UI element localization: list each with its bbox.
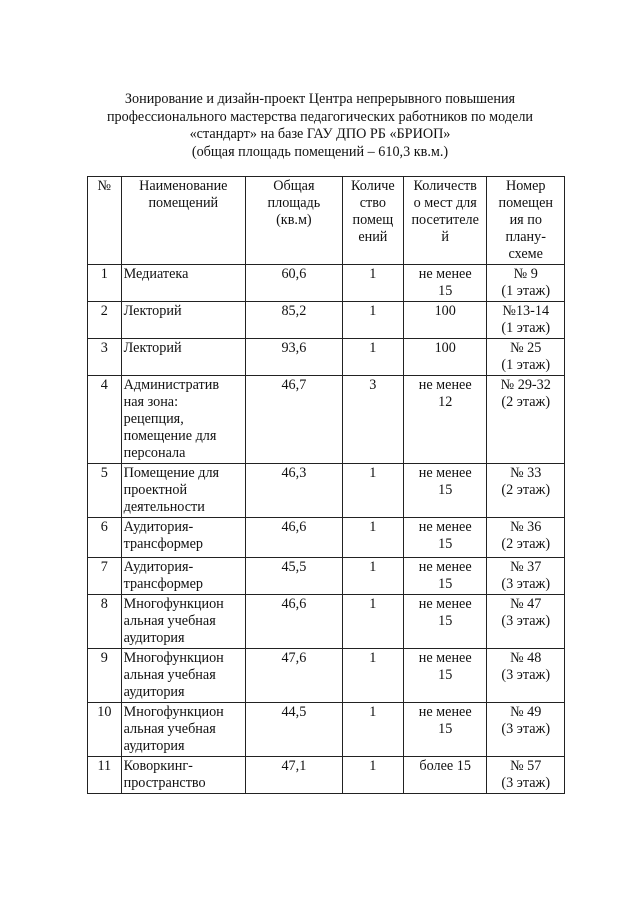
seats-count-line: 100 <box>434 303 456 319</box>
room-name <box>121 595 245 649</box>
header-line: помещ <box>352 212 394 228</box>
seats-count-line: 15 <box>438 283 453 299</box>
plan-number-line: (3 этаж) <box>501 667 551 683</box>
row-number: 4 <box>88 376 122 464</box>
room-name-line: Лекторий <box>123 340 182 356</box>
header-area <box>245 177 342 265</box>
seats-count <box>403 376 487 464</box>
room-name-line: Многофункцион <box>123 704 224 720</box>
row-number: 5 <box>88 464 122 518</box>
room-name-line: альная учебная <box>123 613 216 629</box>
room-count: 1 <box>342 464 403 518</box>
table-row <box>88 376 565 464</box>
plan-number <box>487 703 565 757</box>
room-name <box>121 757 245 794</box>
room-name-line: пространство <box>123 775 206 791</box>
plan-number-line: № 36 <box>510 519 542 535</box>
room-count: 1 <box>342 757 403 794</box>
header-room-name <box>121 177 245 265</box>
room-name-line: помещение для <box>123 428 217 444</box>
seats-count-line: 15 <box>438 536 453 552</box>
header-line: посетителе <box>411 212 479 228</box>
room-count: 1 <box>342 518 403 558</box>
plan-number-line: № 57 <box>510 758 542 774</box>
room-name-line: трансформер <box>123 576 203 592</box>
table-row <box>88 302 565 339</box>
plan-number-line: (2 этаж) <box>501 482 551 498</box>
seats-count <box>403 265 487 302</box>
seats-count <box>403 302 487 339</box>
room-area: 93,6 <box>245 339 342 376</box>
row-number: 6 <box>88 518 122 558</box>
title-line-2: профессионального мастерства педагогических работников по модели <box>106 108 534 125</box>
room-count: 1 <box>342 339 403 376</box>
plan-number <box>487 757 565 794</box>
seats-count <box>403 464 487 518</box>
room-name <box>121 339 245 376</box>
room-name-line: трансформер <box>123 536 203 552</box>
header-line: Общая <box>273 178 315 194</box>
plan-number-line: (3 этаж) <box>501 613 551 629</box>
room-area: 46,3 <box>245 464 342 518</box>
room-name-line: деятельности <box>123 499 205 515</box>
room-area: 44,5 <box>245 703 342 757</box>
room-area: 47,1 <box>245 757 342 794</box>
header-count <box>342 177 403 265</box>
document-title <box>80 91 560 161</box>
plan-number-line: № 29-32 <box>500 377 551 393</box>
seats-count <box>403 339 487 376</box>
header-line: ия по <box>509 212 542 228</box>
table-row <box>88 703 565 757</box>
header-line: о мест для <box>413 195 477 211</box>
table-row <box>88 649 565 703</box>
room-name-line: Помещение для <box>123 465 220 481</box>
header-line: схеме <box>508 246 543 262</box>
room-name-line: Многофункцион <box>123 650 224 666</box>
seats-count <box>403 757 487 794</box>
room-name <box>121 649 245 703</box>
room-name-line: Лекторий <box>123 303 182 319</box>
row-number: 7 <box>88 558 122 595</box>
seats-count-line: 15 <box>438 667 453 683</box>
room-name-line: Аудитория- <box>123 559 194 575</box>
room-name <box>121 518 245 558</box>
table-header-row <box>88 177 565 265</box>
seats-count <box>403 558 487 595</box>
table-row <box>88 595 565 649</box>
seats-count-line: не менее <box>418 596 472 612</box>
room-area: 46,7 <box>245 376 342 464</box>
room-name-line: Аудитория- <box>123 519 194 535</box>
room-count: 1 <box>342 649 403 703</box>
plan-number-line: (3 этаж) <box>501 576 551 592</box>
room-area: 85,2 <box>245 302 342 339</box>
plan-number-line: (1 этаж) <box>501 283 551 299</box>
seats-count-line: не менее <box>418 519 472 535</box>
plan-number-line: №13-14 <box>502 303 550 319</box>
table-row <box>88 339 565 376</box>
plan-number-line: № 49 <box>510 704 542 720</box>
header-line: ство <box>359 195 386 211</box>
room-name-line: аудитория <box>123 630 185 646</box>
table-body <box>88 265 565 794</box>
seats-count-line: не менее <box>418 650 472 666</box>
room-area: 60,6 <box>245 265 342 302</box>
seats-count-line: 15 <box>438 613 453 629</box>
room-count: 1 <box>342 265 403 302</box>
header-line: Наименование <box>139 178 228 194</box>
room-name-line: проектной <box>123 482 188 498</box>
seats-count-line: 15 <box>438 721 453 737</box>
title-line-3: «стандарт» на базе ГАУ ДПО РБ «БРИОП» <box>189 126 451 142</box>
room-count: 1 <box>342 558 403 595</box>
row-number: 8 <box>88 595 122 649</box>
plan-number <box>487 339 565 376</box>
plan-number-line: (3 этаж) <box>501 775 551 791</box>
table-row <box>88 558 565 595</box>
plan-number-line: (1 этаж) <box>501 357 551 373</box>
header-line: (кв.м) <box>276 212 312 228</box>
room-name-line: аудитория <box>123 684 185 700</box>
table-row <box>88 757 565 794</box>
room-name-line: Коворкинг- <box>123 758 193 774</box>
seats-count-line: 15 <box>438 482 453 498</box>
header-line: плану- <box>505 229 546 245</box>
header-plan-number <box>487 177 565 265</box>
room-name-line: Медиатека <box>123 266 189 282</box>
row-number: 1 <box>88 265 122 302</box>
plan-number-line: (2 этаж) <box>501 394 551 410</box>
room-count: 1 <box>342 703 403 757</box>
plan-number <box>487 518 565 558</box>
room-name-line: рецепция, <box>123 411 184 427</box>
title-line-4: (общая площадь помещений – 610,3 кв.м.) <box>191 143 449 160</box>
room-count: 1 <box>342 595 403 649</box>
rooms-table <box>87 176 565 794</box>
room-name-line: альная учебная <box>123 667 216 683</box>
seats-count-line: не менее <box>418 704 472 720</box>
header-seats <box>403 177 487 265</box>
table-row <box>88 464 565 518</box>
table-row <box>88 518 565 558</box>
seats-count-line: не менее <box>418 465 472 481</box>
plan-number-line: (1 этаж) <box>501 320 551 336</box>
header-line: Количе <box>350 178 395 194</box>
room-area: 46,6 <box>245 518 342 558</box>
room-name <box>121 558 245 595</box>
room-name <box>121 302 245 339</box>
seats-count <box>403 595 487 649</box>
seats-count <box>403 649 487 703</box>
room-name-line: ная зона: <box>123 394 179 410</box>
header-line: Количеств <box>413 178 477 194</box>
room-name-line: альная учебная <box>123 721 216 737</box>
seats-count <box>403 518 487 558</box>
row-number: 2 <box>88 302 122 339</box>
room-name <box>121 703 245 757</box>
row-number: 3 <box>88 339 122 376</box>
seats-count-line: не менее <box>418 559 472 575</box>
header-line: площадь <box>267 195 321 211</box>
plan-number <box>487 558 565 595</box>
room-area: 46,6 <box>245 595 342 649</box>
header-line: й <box>441 229 449 245</box>
seats-count-line: более 15 <box>419 758 471 774</box>
room-name-line: персонала <box>123 445 186 461</box>
plan-number-line: (2 этаж) <box>501 536 551 552</box>
plan-number-line: № 9 <box>513 266 538 282</box>
room-area: 47,6 <box>245 649 342 703</box>
plan-number-line: (3 этаж) <box>501 721 551 737</box>
plan-number-line: № 48 <box>510 650 542 666</box>
table-row <box>88 265 565 302</box>
title-line-1: Зонирование и дизайн-проект Центра непрерывного повышения <box>124 91 516 107</box>
seats-count-line: 15 <box>438 576 453 592</box>
plan-number-line: № 47 <box>510 596 542 612</box>
room-name <box>121 464 245 518</box>
plan-number <box>487 464 565 518</box>
row-number: 11 <box>88 757 122 794</box>
room-name <box>121 265 245 302</box>
room-name-line: Многофункцион <box>123 596 224 612</box>
header-line: помещений <box>148 195 219 211</box>
header-line: ений <box>358 229 388 245</box>
header-number <box>88 177 122 265</box>
row-number: 9 <box>88 649 122 703</box>
plan-number <box>487 595 565 649</box>
plan-number <box>487 265 565 302</box>
header-line: Номер <box>506 178 546 194</box>
seats-count-line: 100 <box>434 340 456 356</box>
room-area: 45,5 <box>245 558 342 595</box>
plan-number-line: № 25 <box>510 340 542 356</box>
room-count: 1 <box>342 302 403 339</box>
header-line: № <box>97 178 112 194</box>
room-count: 3 <box>342 376 403 464</box>
seats-count <box>403 703 487 757</box>
room-name <box>121 376 245 464</box>
plan-number <box>487 649 565 703</box>
row-number: 10 <box>88 703 122 757</box>
plan-number-line: № 37 <box>510 559 542 575</box>
plan-number <box>487 376 565 464</box>
plan-number-line: № 33 <box>510 465 542 481</box>
room-name-line: аудитория <box>123 738 185 754</box>
plan-number <box>487 302 565 339</box>
header-line: помещен <box>498 195 553 211</box>
seats-count-line: не менее <box>418 377 472 393</box>
room-name-line: Административ <box>123 377 220 393</box>
seats-count-line: не менее <box>418 266 472 282</box>
seats-count-line: 12 <box>438 394 453 410</box>
